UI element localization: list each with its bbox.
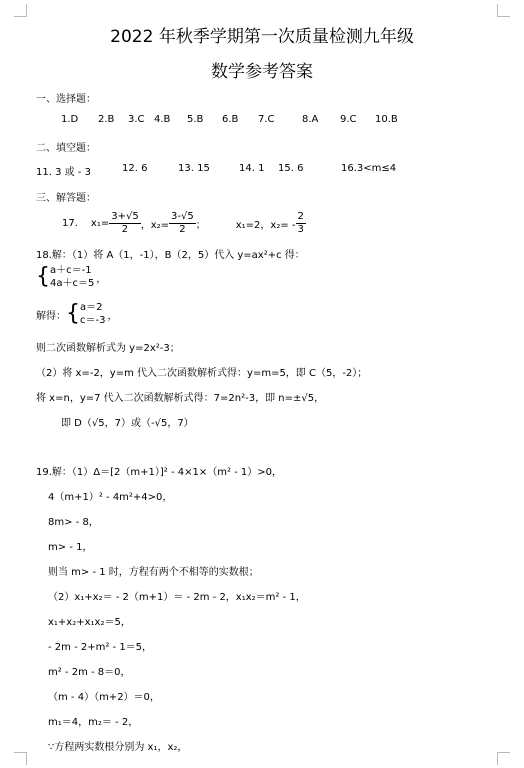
- q18-line-3: （2）将 x=-2，y=m 代入二次函数解析式得：y=m=5，即 C（5，-2）；: [36, 368, 368, 379]
- fraction-numerator: 3+√5: [111, 210, 139, 222]
- q18-line-4: 将 x=n，y=7 代入二次函数解析式得：7=2n²-3，即 n=±√5，: [36, 393, 325, 404]
- q17-fraction-2: [169, 211, 196, 236]
- q18-system-2: [36, 301, 117, 327]
- fraction-denominator: 2: [179, 223, 186, 235]
- fill-answer: 13. 15: [178, 163, 210, 174]
- q19-line-10: （m - 4）（m+2）＝0，: [48, 692, 160, 703]
- q19-line-11: m₁＝4，m₂＝ - 2，: [48, 717, 139, 728]
- section-choice-heading: 一、选择题：: [36, 94, 96, 105]
- equation-tail: ，: [96, 273, 107, 285]
- q19-line-2: 4（m+1）² - 4m²+4>0，: [48, 492, 173, 503]
- q19-line-6: （2）x₁+x₂＝ - 2（m+1）＝ - 2m - 2，x₁x₂＝m² - 1，: [48, 592, 306, 603]
- fraction-numerator: 2: [297, 210, 304, 222]
- q17-answer: [62, 208, 306, 238]
- choice-answer: 9.C: [340, 114, 357, 125]
- q18-line-1: 18.解：（1）将 A（1，-1），B（2，5）代入 y=ax²+c 得：: [36, 250, 305, 261]
- fraction-numerator: 3-√5: [171, 210, 194, 222]
- equation-row: 4a＋c＝5: [50, 278, 95, 289]
- choice-answer: 8.A: [302, 114, 319, 125]
- page-title: 2022 年秋季学期第一次质量检测九年级: [110, 27, 414, 47]
- fill-answer: 11. 3 或 - 3: [36, 167, 91, 178]
- solve-label: 解得：: [36, 310, 66, 322]
- fraction-denominator: 2: [121, 223, 129, 235]
- equation-stack: [80, 301, 105, 327]
- q17-fraction-3: [296, 211, 306, 236]
- q17-label: 17.: [62, 217, 78, 229]
- q19-line-7: x₁+x₂+x₁x₂＝5，: [48, 617, 131, 628]
- q19-line-5: 则当 m> - 1 时，方程有两个不相等的实数根；: [48, 567, 259, 578]
- q17-part2: x₁=2，x₂= -: [235, 219, 296, 231]
- equation-row: a＋c＝-1: [50, 265, 92, 276]
- q18-system-1: [36, 264, 106, 290]
- choice-answer: 4.B: [154, 114, 171, 125]
- brace-symbol: {: [66, 301, 80, 326]
- choice-answer: 10.B: [375, 114, 398, 125]
- crop-mark-bottom-right: [497, 752, 510, 765]
- choice-answer: 3.C: [128, 114, 145, 125]
- section-fill-heading: 二、填空题：: [36, 143, 96, 154]
- fill-answer: 15. 6: [278, 163, 304, 174]
- q18-line-2: 则二次函数解析式为 y=2x²-3；: [36, 343, 180, 354]
- choice-answer: 2.B: [98, 114, 115, 125]
- fill-answer: 12. 6: [122, 163, 148, 174]
- brace-symbol: {: [36, 264, 50, 289]
- q19-line-8: - 2m - 2+m² - 1＝5，: [48, 642, 153, 653]
- q19-line-1: 19.解：（1）Δ＝[2（m+1）]² - 4×1×（m² - 1）>0，: [36, 467, 283, 478]
- q17-x1: x₁=: [90, 217, 110, 229]
- crop-mark-top-right: [497, 4, 510, 17]
- fraction-denominator: 3: [297, 223, 304, 235]
- fill-answer: 14. 1: [239, 163, 265, 174]
- choice-answer: 5.B: [187, 114, 204, 125]
- q17-fraction-1: [109, 211, 140, 236]
- q17-x2: ，x₂=: [140, 219, 170, 231]
- q18-line-5: 即 D（√5，7）或（-√5，7）: [61, 418, 194, 429]
- equation-row: a＝2: [80, 302, 103, 313]
- choice-answer: 1.D: [61, 114, 79, 125]
- q19-line-12: ∵方程两实数根分别为 x₁，x₂，: [48, 742, 188, 753]
- page-subtitle: 数学参考答案: [211, 62, 313, 82]
- choice-answer: 6.B: [222, 114, 239, 125]
- q19-line-4: m> - 1，: [48, 542, 93, 553]
- section-solve-heading: 三、解答题：: [36, 193, 96, 204]
- equation-stack: [50, 264, 94, 290]
- crop-mark-top-left: [14, 4, 27, 17]
- fill-answer: 16.3<m≤4: [341, 163, 397, 174]
- q19-line-9: m² - 2m - 8＝0，: [48, 667, 131, 678]
- q17-separator: ；: [195, 219, 206, 231]
- equation-tail: ，: [107, 310, 118, 322]
- crop-mark-bottom-left: [14, 752, 27, 765]
- choice-answer: 7.C: [258, 114, 275, 125]
- q19-line-3: 8m> - 8，: [48, 517, 99, 528]
- equation-row: c＝-3: [80, 315, 106, 326]
